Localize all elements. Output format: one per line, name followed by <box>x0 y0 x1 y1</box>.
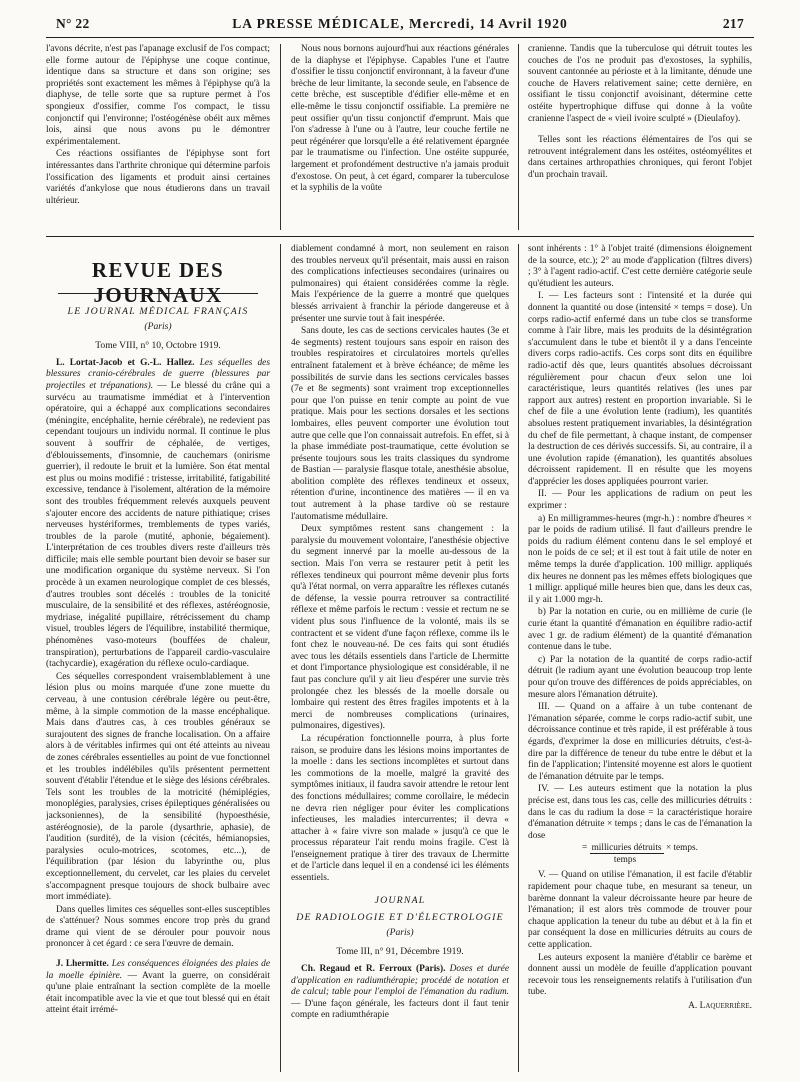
author-signature: A. Laquerrière. <box>688 1001 752 1011</box>
review-column-2 <box>291 244 509 1072</box>
journal-name: JOURNAL <box>374 894 426 906</box>
top-column-1 <box>46 44 270 230</box>
page-number: 217 <box>722 16 744 31</box>
article-title: Les conséquences éloignées des plaies de la moelle épinière. <box>46 959 270 981</box>
paragraph: c) Par la notation de la quantité de corps radio-actif détruit (le radium ayant une évolution beaucoup trop lente pour qu'on trouve des différences de poids appréciables, on mesure alors l'émanation détruite). <box>528 654 752 700</box>
article-authors: L. Lortat-Jacob et G.-L. Hallez. <box>56 357 195 368</box>
article-text: — Le blessé du crâne qui a survécu au traumatisme immédiat et à l'intervention opératoire, qui a échappé aux complications secondaires (méningite, encéphalite, hernie cérébrale), ne redevient pas cependant toujours un individu normal. Il continue le plus souvent à souffrir de céphalée, de vertiges, d'éblouissements, d'insomnie, de cauchemars (onirisme guerrier), il redoute le bruit et la lumière. Son état mental est plus ou moins modifié : tristesse, irritabilité, fatigabilité excessive, tendance à l'isolement, altération de la mémoire sont des troubles fréquemment relevés auxquels peuvent s'ajouter encore des accidents de nature pithiatique; crises nerveuses hystériformes, tremblements de types variés, troubles de la parole (mutité, aphonie, bégaiement). L'interprétation de ces troubles divers reste d'ailleurs très difficile; mais elle semble pourtant bien devoir se baser sur une modification organique du système nerveux. Si l'on procède à un examen neurologique complet de ces blessés, d'autres troubles sont décelés : troubles de la tonicité musculaire, de la sensibilité et des réflexes, astéréognosie, mydriase, inégalité pupillaire, rétrécissement du champ visuel, troubles légers de l'équilibre, instabilité thermique, phénomènes vaso-moteurs (bouffées de chaleur, transpiration), perturbations de l'appareil cardio-vasculaire (tachycardie), exagération du réflexe oculo-cardiaque. <box>46 380 270 670</box>
header-rule <box>46 37 754 38</box>
journal-place: (Paris) <box>144 320 172 332</box>
paragraph: l'avons décrite, n'est pas l'apanage exclusif de l'os compact; elle forme autour de l'épiphyse une coque continue, identique dans sa structure et dans son origine; ses propriétés sont exactement les mêmes à l'épiphyse qu'à la diaphyse, de telle sorte que sa rupture permet à l'os spongieux d'ossifier, comme l'os compact, le tissu conjonctif qui l'environne; l'ostéogénèse obéit aux mêmes lois, ainsi que nous avons pu le démontrer expérimentalement. <box>46 44 270 147</box>
paragraph: Nous nous bornons aujourd'hui aux réactions générales de la diaphyse et l'épiphyse. Capables l'une et l'autre d'ossifier le tissu conjonctif environnant, à la faveur d'une brèche de leur limitante, la seconde seule, en l'absence de cette brèche, est susceptible d'édifier elle-même et en elle-même le tissu conjonctif ossifiable. La première ne peut ossifier qu'un tissu conjonctif d'emprunt. Mais que l'on s'adresse à l'une ou à l'autre, leur couche fertile ne peut régénérer que lorsqu'elle a été relativement épargnée par le traumatisme ou l'infection. Une ostéite suppurée, largement et profondément destructive n'a jamais produit d'exostose. On peut, à cet égard, comparer la tuberculose et la syphilis de la voûte <box>291 44 509 194</box>
article-title: Doses et durée d'application en radiumthérapie; procédé de notation et de calcul; table pour l'emploi de l'émanation du radium. <box>291 964 509 998</box>
paragraph: diablement condamné à mort, non seulement en raison des troubles nerveux qu'il présentait, mais aussi en raison des complications infectieuses secondaires (urinaires ou pulmonaires) qui étaient considérées comme la règle. Mais l'expérience de la guerre a montré que quelques blessés arrivaient à franchir la période dangereuse et à présenter une survie tout à fait inespérée. <box>291 244 509 324</box>
paragraph: IV. — Les auteurs estiment que la notation la plus précise est, dans tous les cas, celle des millicuries détruits : dans le cas du radium la dose = la caractéristique horaire d'émanation détruite × temps ; dans le cas de l'émanation la dose <box>528 784 752 841</box>
column-rule <box>518 244 519 1072</box>
paragraph: III. — Quand on a affaire à un tube contenant de l'émanation séparée, comme le corps radio-actif subit, une décroissance continue et très rapide, il est préférable à tous égards, d'exprimer la dose en millicuries détruits, c'est-à-dire par la différence de teneur du tube entre le début et la fin de l'application; l'intensité moyenne est alors le quotient de l'émanation détruite par le temps. <box>528 702 752 782</box>
paragraph: Deux symptômes restent sans changement : la paralysie du mouvement volontaire, l'anesthésie objective du segment innervé par la moelle au-dessous de la section. Mais l'on verra se restaurer petit à petit les réflexes tendineux qui pourront même devenir plus forts qu'à l'état normal, on verra apparaître les réflexes cutanés de défense, la vessie pourra retrouver sa contractilité réflexe et même parfois le rectum : vessie et rectum ne se vident plus sous l'influence de la volonté, mais ils se contractent et se vident d'une façon réflexe, comme ils le font chez le nouveau-né. De ces faits qui sont étudiés avec tous les détails essentiels dans l'article de Lhermitte et dont l'importance physiologique est considérable, il ne faut pas conclure qu'il y ait lieu d'espérer une survie très prolongée chez les blessés de la moelle dorsale ou lombaire qui restent des êtres fragiles impotents et à la merci de nombreuses complications (urinaires, pulmonaires, digestives). <box>291 524 509 732</box>
section-title: REVUE DES JOURNAUX <box>91 258 225 307</box>
journal-volume: Tome VIII, n° 10, Octobre 1919. <box>95 340 221 352</box>
issue-number: N° 22 <box>56 16 90 31</box>
formula-tail: × temps. <box>665 843 698 854</box>
title-rule <box>58 293 258 294</box>
journal-name-line-2: DE RADIOLOGIE ET D'ÉLECTROLOGIE <box>296 912 504 924</box>
paragraph: Dans quelles limites ces séquelles sont-elles susceptibles de s'atténuer? Nous sommes encore trop près du grand drame qui vient de se dérouler pour pouvoir nous prononcer à cet égard : ce sera l'œuvre de demain. <box>46 904 270 950</box>
review-column-1 <box>46 306 270 1072</box>
article-text: — D'une façon générale, les facteurs dont il faut tenir compte en radiumthérapie <box>291 998 509 1021</box>
journal-name: LE JOURNAL MÉDICAL FRANÇAIS <box>67 306 249 317</box>
article-2 <box>46 959 270 1017</box>
dose-formula <box>528 843 752 866</box>
article-authors: Ch. Regaud et R. Ferroux (Paris). <box>301 964 446 975</box>
review-column-3 <box>528 244 752 1072</box>
paragraph: II. — Pour les applications de radium on peut les exprimer : <box>528 489 752 512</box>
section-divider <box>46 236 754 237</box>
paragraph: cranienne. Tandis que la tuberculose qui détruit toutes les couches de l'os ne produit pas d'exostoses, la syphilis, souvent cantonnée au périoste et à la limitante, dénude une couche de Havers relativement saine; cette dernière, en ossifiant le tissu conjonctif avoisinant, détermine cette ostéite hypertrophique diffuse qui donne à la voûte cranienne l'aspect de « vieil ivoire sculpté » (Dieulafoy). <box>528 44 752 124</box>
paragraph: Ces séquelles correspondent vraisemblablement à une lésion plus ou moins marquée d'une zone muette du cerveau, à une contusion cérébrale légère ou peut-être, même, à la simple commotion de la masse encéphalique. Mais dans d'autres cas, à ces troubles généraux se surajoutent des signes de franche localisation. On a affaire alors à de véritables infirmes qui ont été atteints au niveau de zones cérébrales essentielles au point de vue fonctionnel et les troubles indélébiles qu'ils présentent permettent souvent d'établir l'étendue et le siège des lésions cérébrales. Tels sont les troubles de la motricité (hémiplégies, monoplégies, paralysies, crises épileptiques généralisées ou jacksoniennes), de la sensibilité (hypoesthésie, astéréognosie), de la parole (dysarthrie, aphasie), de l'audition (surdité), de la vision (cécités, hémianopsies, paralysies oculo-motrices, scotomes, etc...), de l'équilibration (par lésion du labyrinthe ou, plus exceptionnellement, du cervelet, car les plaies du cervelet s'accompagnent presque toujours de shock bulbaire avec mort immédiate). <box>46 671 270 903</box>
running-header <box>46 16 754 34</box>
article-1 <box>46 358 270 671</box>
top-column-3 <box>528 44 752 230</box>
formula-numerator: millicuries détruits <box>591 843 662 854</box>
paragraph: V. — Quand on utilise l'émanation, il est facile d'établir rapidement pour chaque tube, en mesurant sa teneur, un barème donnant la valeur décroissante heure par heure de l'émanation; il est alors très commode de trouver pour chaque application la teneur du tube au début et à la fin et par conséquent la dose en millicuries détruits au cours de cette application. <box>528 870 752 951</box>
paragraph: Sans doute, les cas de sections cervicales hautes (3e et 4e segments) restent toujours sans espoir en raison des troubles respiratoires et circulatoires mortels qu'elles entraînent fatalement et à brève échéance; de même les possibilités de survie dans les sections cervicales basses (7e et 8e segments) sont vraiment trop exceptionnelles pour que l'on puisse en tenir compte au point de vue pratique. Mais pour les sections dorsales et les sections lombaires, elles peuvent comporter une évolution tout autre que celle que l'on connaissait autrefois. En effet, si à la phase immédiate post-traumatique, cette évolution se présente toujours sous les traits classiques du syndrome de Bastian — paralysie flasque totale, anesthésie absolue, abolition complète des réflexes tendineux et osseux, rétention d'urine, incontinence des matières — il en va tout autrement à la phase tardive où se restaure l'automatisme médullaire. <box>291 326 509 522</box>
column-rule <box>280 244 281 1072</box>
article-title: Les séquelles des blessures cranio-cérébrales de guerre (blessures par projectiles et trépanations). <box>46 357 270 391</box>
article-text: — Avant la guerre, on considérait qu'une plaie entraînant la section complète de la moelle était incompatible avec la vie et que tout blessé qui en était atteint était irrémé- <box>46 970 270 1016</box>
newspaper-title: LA PRESSE MÉDICALE, Mercredi, 14 Avril 1920 <box>232 16 568 31</box>
formula-equals: = <box>582 843 588 854</box>
paragraph: Les auteurs exposent la manière d'établir ce barème et donnent aussi un modèle de feuille d'application pouvant recevoir tous les renseignements relatifs à l'utilisation d'un tube. <box>528 952 752 998</box>
paragraph: La récupération fonctionnelle pourra, à plus forte raison, se produire dans les lésions moins importantes de la moelle : dans les sections incomplètes et surtout dans les commotions de la moelle, malgré la gravité des symptômes initiaux, il faudra savoir attendre le retour lent des fonctions médullaires; comme corollaire, le médecin ne devra rien négliger pour éviter les complications infectieuses, les maladies intercurrentes; il devra « attacher à « faire vivre son malade » jusqu'à ce que le processus réparateur l'ait rendu moins fragile. C'est là l'enseignement pratique à tirer des travaux de Lhermitte et de l'article dans lequel il en a condensé ici les éléments essentiels. <box>291 733 509 884</box>
journal-place: (Paris) <box>386 926 414 938</box>
top-column-2 <box>291 44 509 230</box>
paragraph: Telles sont les réactions élémentaires de l'os qui se retrouvent intégralement dans les ostéites, ostéomyélites et dans certaines arthropathies chroniques, qui feront l'objet d'un prochain travail. <box>528 135 752 180</box>
article-3 <box>291 964 509 1022</box>
column-rule <box>280 44 281 230</box>
paragraph: Ces réactions ossifiantes de l'épiphyse sont fort intéressantes dans l'arthrite chronique qui détermine parfois l'ossification des ligaments et produit ainsi certaines variétés d'ankylose que nous étudierons dans un travail ultérieur. <box>46 149 270 206</box>
article-authors: J. Lhermitte. <box>56 959 109 970</box>
formula-denominator: temps <box>613 854 637 865</box>
journal-volume: Tome III, n° 91, Décembre 1919. <box>336 946 464 958</box>
paragraph: sont inhérents : 1° à l'objet traité (dimensions éloignement de la source, etc.); 2° au mode d'application (filtres divers) ; 3° à l'agent radio-actif. C'est cette dernière catégorie seule qu'étudient les auteurs. <box>528 244 752 289</box>
paragraph: I. — Les facteurs sont : l'intensité et la durée qui donnent la quantité ou dose (intensité × temps = dose). Un corps radio-actif enfermé dans un tube clos se transforme comme à l'air libre, mais les produits de la désintégration s'accumulent dans le tube et bientôt il y a dans l'enceinte divers corps radio-actifs. Ces corps sont dits en équilibre radio-actif dès que, leurs quantités absolues décroissant régulièrement pour chacun d'eux selon une loi caractéristique, leurs quantités relatives (les unes par rapport aux autres) restent en proportion invariable. Si le chef de file a une évolution lente (radium), les quantités absolues restent pratiquement invariables, la désintégration du chef de file permettant, à chaque instant, de compenser la destruction de ces dérivés successifs. Si, au contraire, il a une évolution rapide (émanation), les quantités absolues décroissent rapidement. Il en résulte que les moyens d'apprécier les doses appliquées pourront varier. <box>528 291 752 487</box>
column-rule <box>518 44 519 230</box>
paragraph: a) En milligrammes-heures (mgr-h.) : nombre d'heures × par le poids de radium utilisé. Il faut d'ailleurs prendre le poids du radium élément contenu dans le sel employé et non le poids de ce sel; et il est tout à fait utile de noter en même temps la durée d'application. 100 milligr. appliqués dix heures ne donnent pas les mêmes effets biologiques que 1 milligr. appliqué mille heures bien que, dans les deux cas, il y ait 1.000 mgr-h. <box>528 513 752 605</box>
paragraph: b) Par la notation en curie, ou en millième de curie (le curie étant la quantité d'émanation en équilibre radio-actif avec 1 gr. de radium élément) de la quantité d'émanation contenue dans le tube. <box>528 607 752 653</box>
